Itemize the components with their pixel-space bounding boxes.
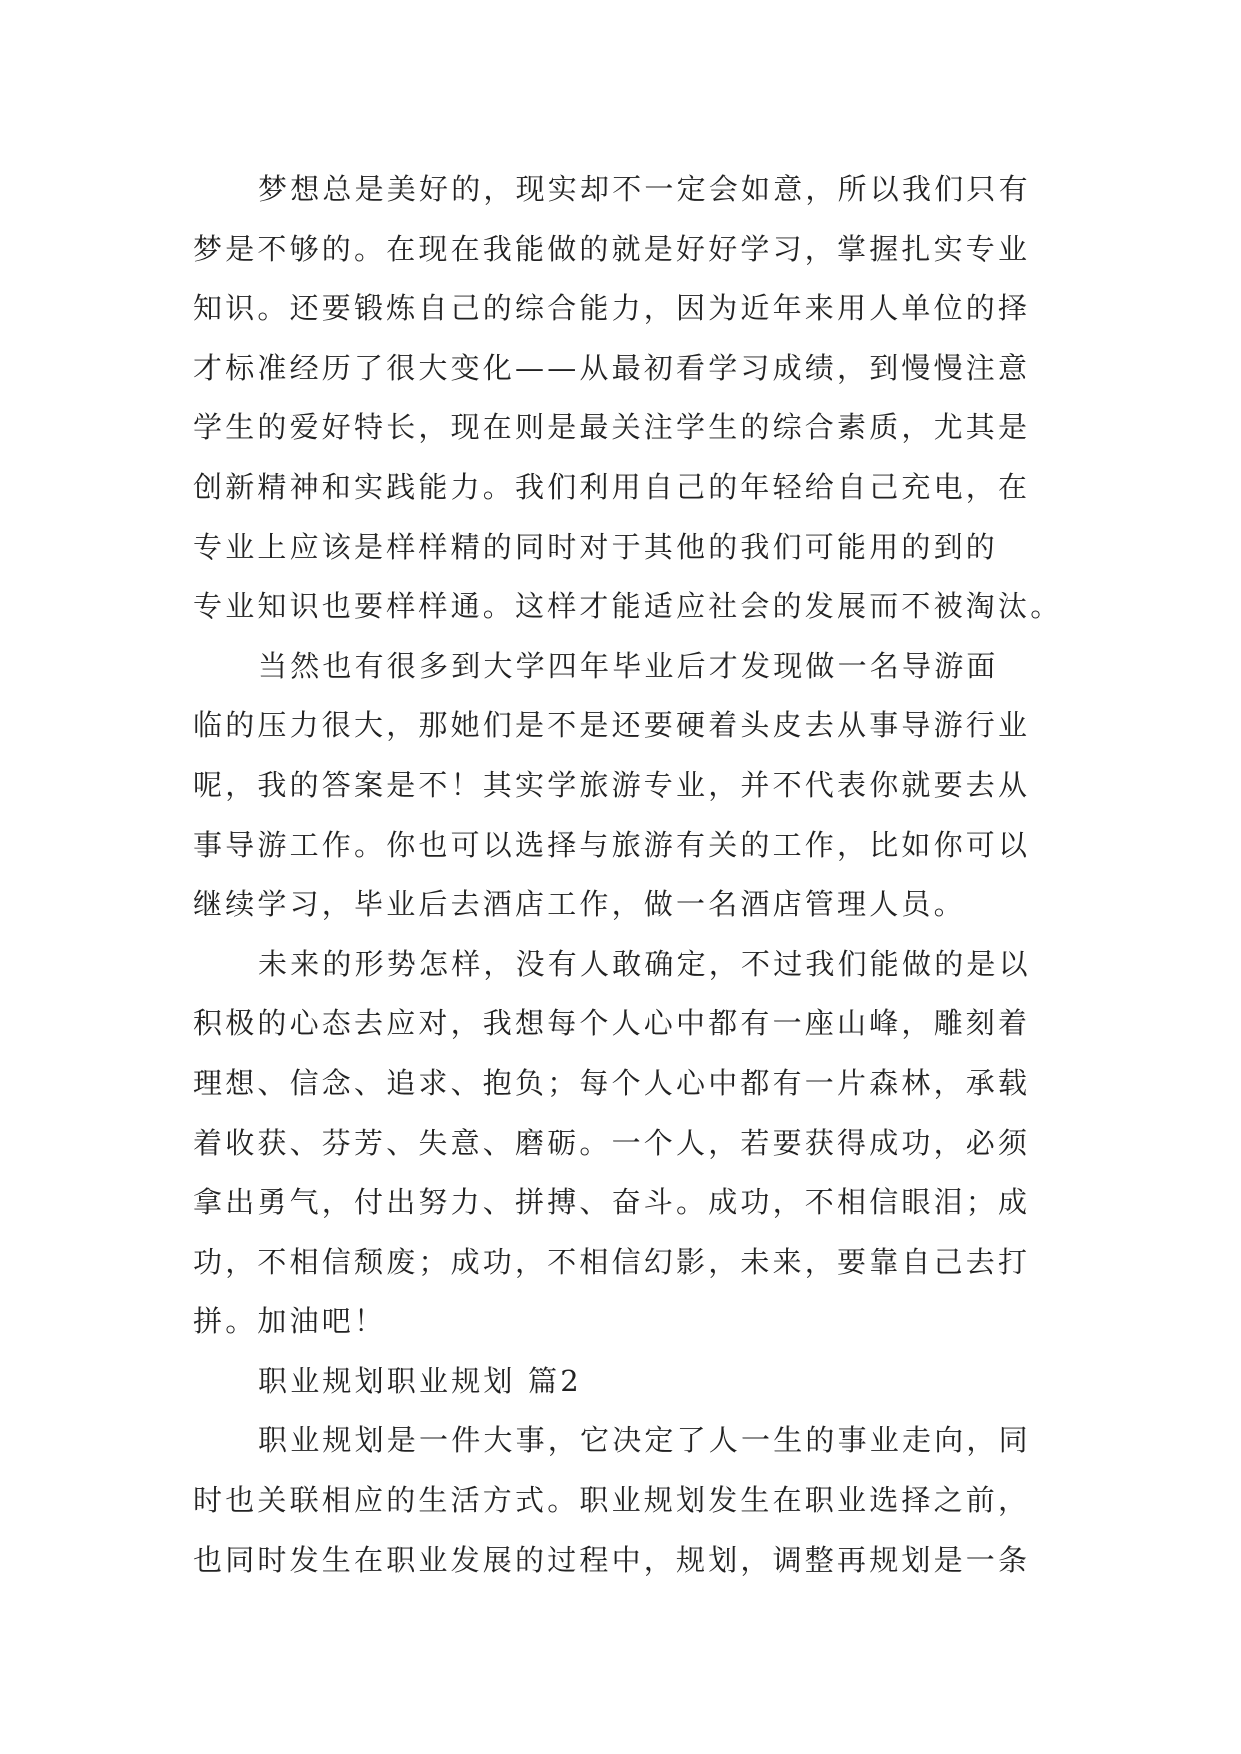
text-line: 也同时发生在职业发展的过程中，规划，调整再规划是一条 bbox=[193, 1542, 1031, 1577]
paragraph-dream bbox=[193, 160, 1063, 637]
text-line: 理想、信念、追求、抱负；每个人心中都有一片森林，承载 bbox=[193, 1065, 1031, 1100]
text-line: 才标准经历了很大变化——从最初看学习成绩，到慢慢注意 bbox=[193, 350, 1031, 385]
text-line: 呢，我的答案是不！其实学旅游专业，并不代表你就要去从 bbox=[193, 767, 1031, 802]
text-line: 拿出勇气，付出努力、拼搏、奋斗。成功，不相信眼泪；成 bbox=[193, 1185, 1031, 1220]
text-line: 当然也有很多到大学四年毕业后才发现做一名导游面 bbox=[258, 648, 999, 683]
text-line: 积极的心态去应对，我想每个人心中都有一座山峰，雕刻着 bbox=[193, 1006, 1031, 1041]
text-line: 梦是不够的。在现在我能做的就是好好学习，掌握扎实专业 bbox=[193, 231, 1031, 266]
text-line: 继续学习，毕业后去酒店工作，做一名酒店管理人员。 bbox=[193, 887, 966, 922]
text-line: 梦想总是美好的，现实却不一定会如意，所以我们只有 bbox=[258, 172, 1031, 206]
text-line: 专业上应该是样样精的同时对于其他的我们可能用的到的 bbox=[193, 529, 999, 564]
text-line: 创新精神和实践能力。我们利用自己的年轻给自己充电，在 bbox=[193, 469, 1031, 504]
paragraph-career-planning bbox=[193, 1411, 1053, 1590]
text-line: 功，不相信颓废；成功，不相信幻影，未来，要靠自己去打 bbox=[193, 1244, 1031, 1279]
document-body bbox=[193, 160, 1063, 1590]
text-line: 着收获、芬芳、失意、磨砺。一个人，若要获得成功，必须 bbox=[193, 1125, 1031, 1160]
paragraph-future bbox=[193, 935, 1053, 1352]
text-line: 职业规划是一件大事，它决定了人一生的事业走向，同 bbox=[258, 1423, 1031, 1458]
text-line: 专业知识也要样样通。这样才能适应社会的发展而不被淘汰。 bbox=[193, 589, 1063, 624]
text-line: 事导游工作。你也可以选择与旅游有关的工作，比如你可以 bbox=[193, 827, 1031, 862]
section-heading: 职业规划职业规划 篇2 bbox=[258, 1363, 582, 1398]
text-line: 知识。还要锻炼自己的综合能力，因为近年来用人单位的择 bbox=[193, 291, 1031, 326]
text-line: 学生的爱好特长，现在则是最关注学生的综合素质，尤其是 bbox=[193, 410, 1031, 445]
text-line: 临的压力很大，那她们是不是还要硬着头皮去从事导游行业 bbox=[193, 708, 1031, 743]
text-line: 拼。加油吧！ bbox=[193, 1304, 387, 1339]
text-line: 时也关联相应的生活方式。职业规划发生在职业选择之前， bbox=[193, 1483, 1031, 1518]
paragraph-guide-pressure bbox=[193, 637, 1053, 935]
text-line: 未来的形势怎样，没有人敢确定，不过我们能做的是以 bbox=[258, 946, 1031, 981]
